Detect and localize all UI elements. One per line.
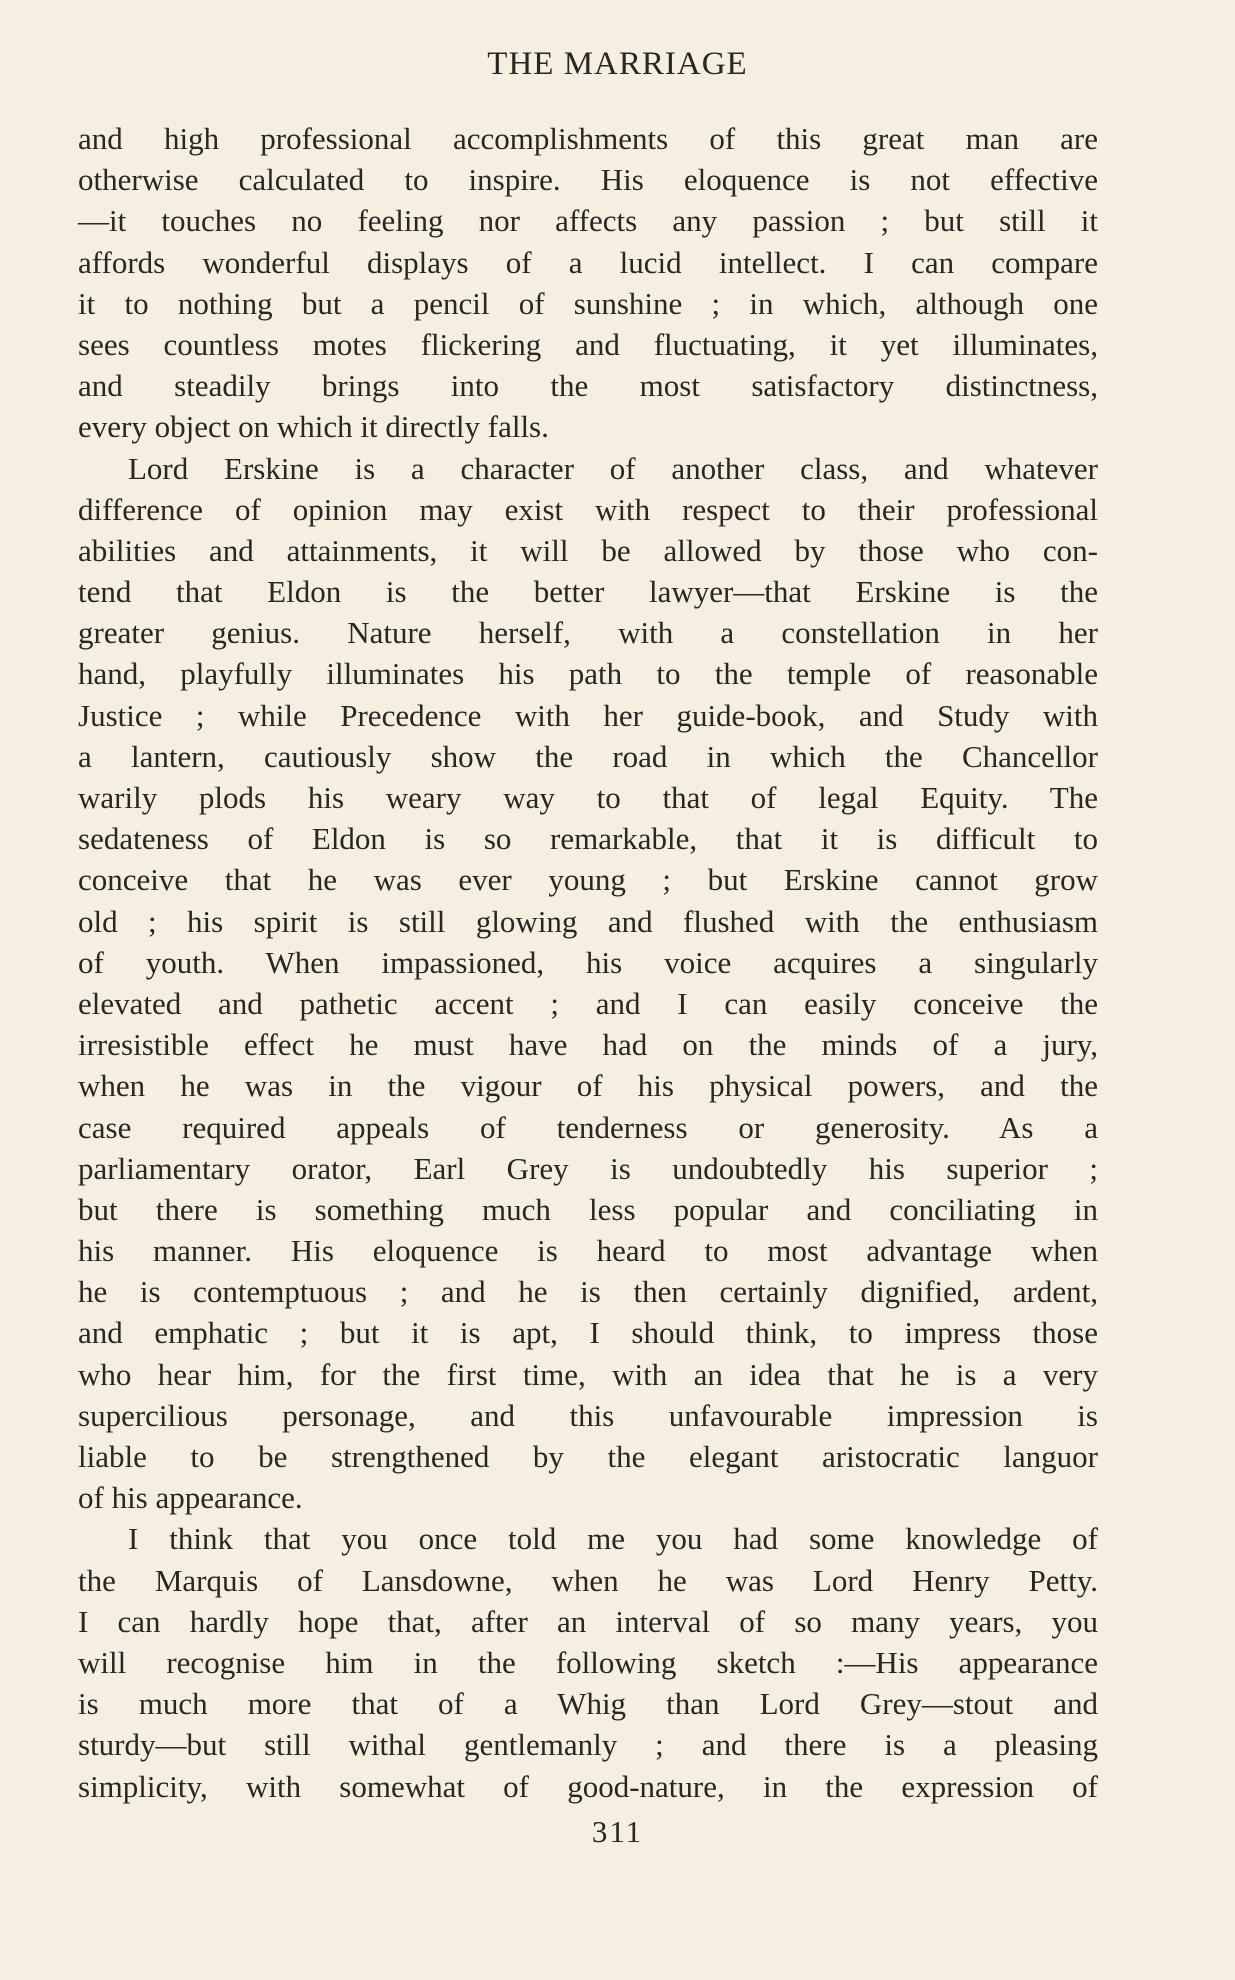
text-line: affords wonderful displays of a lucid intellect. I can compare: [78, 244, 1098, 280]
text-line: every object on which it directly falls.: [78, 409, 549, 445]
text-line: is much more that of a Whig than Lord Grey—stout and: [78, 1686, 1098, 1722]
text-line: will recognise him in the following sketch :—His appearance: [78, 1644, 1098, 1680]
text-line: hand, playfully illuminates his path to the temple of reasonable: [78, 656, 1098, 692]
paragraph-start-line: Lord Erskine is a character of another class, and whatever: [128, 450, 1098, 486]
text-line: of youth. When impassioned, his voice acquires a singularly: [78, 944, 1098, 980]
text-line: of his appearance.: [78, 1480, 303, 1516]
text-line: and steadily brings into the most satisfactory distinctness,: [78, 368, 1098, 404]
text-line: abilities and attainments, it will be allowed by those who con-: [78, 532, 1098, 568]
text-line: and emphatic ; but it is apt, I should think, to impress those: [78, 1315, 1098, 1351]
text-line: difference of opinion may exist with respect to their professional: [78, 491, 1098, 527]
text-line: sedateness of Eldon is so remarkable, that it is difficult to: [78, 821, 1098, 857]
text-line: —it touches no feeling nor affects any passion ; but still it: [78, 203, 1098, 239]
text-line: simplicity, with somewhat of good-nature, in the expression of: [78, 1768, 1098, 1804]
text-line: elevated and pathetic accent ; and I can easily conceive the: [78, 985, 1098, 1021]
text-line: liable to be strengthened by the elegant aristocratic languor: [78, 1439, 1098, 1474]
running-head: THE MARRIAGE: [487, 46, 748, 82]
text-line: Justice ; while Precedence with her guide-book, and Study with: [78, 697, 1098, 733]
text-line: supercilious personage, and this unfavourable impression is: [78, 1397, 1098, 1433]
text-line: the Marquis of Lansdowne, when he was Lord Henry Petty.: [78, 1562, 1098, 1598]
text-line: conceive that he was ever young ; but Erskine cannot grow: [78, 862, 1098, 898]
text-line: sees countless motes flickering and fluctuating, it yet illuminates,: [78, 326, 1098, 362]
text-line: but there is something much less popular and conciliating in: [78, 1191, 1098, 1227]
text-line: old ; his spirit is still glowing and flushed with the enthusiasm: [78, 903, 1098, 939]
text-line: when he was in the vigour of his physical powers, and the: [78, 1068, 1098, 1104]
text-line: I can hardly hope that, after an interval of so many years, you: [78, 1603, 1098, 1639]
text-line: and high professional accomplishments of this great man are: [78, 121, 1098, 156]
text-line: who hear him, for the first time, with an idea that he is a very: [78, 1356, 1098, 1392]
text-line: tend that Eldon is the better lawyer—that Erskine is the: [78, 574, 1098, 610]
text-line: otherwise calculated to inspire. His eloquence is not effective: [78, 162, 1098, 198]
text-line: case required appeals of tenderness or generosity. As a: [78, 1109, 1098, 1145]
text-line: he is contemptuous ; and he is then certainly dignified, ardent,: [78, 1274, 1098, 1310]
text-line: sturdy—but still withal gentlemanly ; and there is a pleasing: [78, 1727, 1098, 1763]
body-text: [78, 118, 1098, 1807]
text-line: a lantern, cautiously show the road in which the Chancellor: [78, 738, 1098, 774]
page-number: 311: [591, 1814, 644, 1849]
text-line: warily plods his weary way to that of legal Equity. The: [78, 780, 1098, 815]
text-line: greater genius. Nature herself, with a constellation in her: [78, 615, 1098, 651]
text-line: it to nothing but a pencil of sunshine ; in which, although one: [78, 285, 1098, 321]
text-line: his manner. His eloquence is heard to most advantage when: [78, 1233, 1098, 1269]
text-line: parliamentary orator, Earl Grey is undoubtedly his superior ;: [78, 1150, 1098, 1186]
paragraph-start-line: I think that you once told me you had some knowledge of: [128, 1521, 1098, 1557]
text-line: irresistible effect he must have had on the minds of a jury,: [78, 1027, 1098, 1063]
